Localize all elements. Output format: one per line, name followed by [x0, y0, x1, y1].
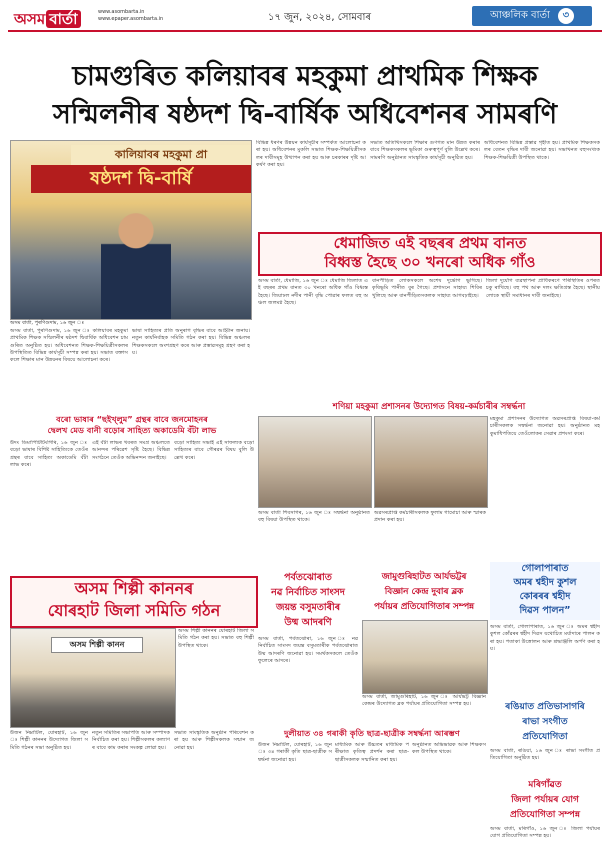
speaker-figure [101, 193, 171, 319]
parbatjhora-body: অসম বাৰ্তা, পৰ্বতঝোৰা, ১৬ জুন ঃ নৱ নিৰ্বাচিত সাংসদ জয়ন্ত বসুমতাৰীক পৰ্বতঝোৰাত উষ্ম আদৰণি জনোৱা হয়। সমৰ্থকসকলে তেওঁক ফুলেৰে আদৰে। [258, 636, 358, 664]
golaghat-headline: গোলাপাৰাত অমৰ শ্বহীদ কুশল কোৰৰৰ শ্বহীদ দিৱস পালন” [490, 562, 600, 620]
booklaunch-body-col3: বড়ো সাহিত্য সভাই এই সাফল্যক বড়ো সাহিত্যৰ বাবে গৌৰৱৰ বিষয় বুলি উল্লেখ কৰে। [174, 440, 254, 461]
sonitpur-headline: শণিয়া মহকুমা প্ৰশাসনৰ উদ্যোগত বিষয়-কৰ্মচাৰীৰ সম্বৰ্দ্ধনা [332, 402, 526, 412]
jamugurihat-photo [362, 620, 488, 694]
duliajan-body-col1: উজন নিম্নাটিল, যোৰহাট, ১৬ জুন ঃ ৩৪ গৰাকী কৃতি ছাত্ৰ-ছাত্ৰীক সম্বৰ্দ্ধনা জনোৱা হয়। [258, 742, 332, 763]
lead-body-col3: বিভিন্ন ধৰণৰ উন্নয়ন কাৰ্যসূচীৰ সম্পৰ্কত আলোচনা কৰা হয়। অধিবেশনৰ মুকলি সভাত শিক্ষক-শিক্ষয়িত্ৰীসকলৰ দাবীসমূহ উত্থাপন কৰা হয় আৰু চৰকাৰৰ দৃষ্টি আকৰ্ষণ কৰা হয়। [256, 140, 366, 168]
silpi-photo: অসম শিল্পী কানন [10, 628, 176, 728]
lead-headline: চামগুৰিত কলিয়াবৰ মহকুমা প্ৰাথমিক শিক্ষক সন্মিলনীৰ ষষ্ঠদশ দ্বি-বাৰ্ষিক অধিবেশনৰ সামৰণি [52, 61, 558, 130]
booklaunch-body-col1: উদং ডিমাপিটিটিংগিৰি, ১৬ জুন ঃ বড়ো ভাষাৰ বিশিষ্ট সাহিত্যিকে তেওঁৰ গ্ৰন্থৰ বাবে সাহিত্য অকাডেমি বঁটা লাভ কৰে। [10, 440, 88, 468]
page-number: ৩ [558, 8, 574, 24]
issue-date: ১৭ জুন, ২০২৪, সোমবাৰ [268, 12, 372, 23]
sonitpur-body-col2: অৱসৰপ্ৰাপ্ত কৰ্মচাৰীসকলক ফুলাম গামোচা আৰু স্মাৰক প্ৰদান কৰা হয়। [374, 510, 486, 524]
marigaon-headline: মৰিগাঁৱত জিলা পৰ্যায়ৰ যোগ প্ৰতিযোগিতা সম্পন্ন [510, 780, 580, 820]
duliajan-body-col2: মাধ্যমিক আৰু উচ্চতৰ মাধ্যমিক পৰীক্ষাত কৃতিত্ব প্ৰদৰ্শন কৰা ছাত্ৰ-ছাত্ৰীসকলক সন্মানিত কৰা হয়। [335, 742, 409, 763]
sonitpur-photo-2 [374, 416, 488, 508]
rabha-headline: ৰঙিয়াত প্ৰতিভাসাগৰি ৰাভা সংগীত প্ৰতিযোগিতা [505, 702, 585, 742]
marigaon-body: অসম বাৰ্তা, মৰিগাঁও, ১৬ জুন ঃ জিলা পৰ্যায়ৰ যোগ প্ৰতিযোগিতা সম্পন্ন হয়। [490, 826, 600, 840]
masthead-divider [8, 30, 602, 32]
lead-photo: কালিয়াবৰ মহকুমা প্ৰা ষষ্ঠদশ দ্বি-বাৰ্ষি [10, 140, 252, 320]
booklaunch-body-col2: এই বঁটা লাভৰ খবৰত সমগ্ৰ অঞ্চলতে আনন্দৰ পৰিৱেশ সৃষ্টি হৈছে। বিভিন্ন সংগঠনে তেওঁক অভিনন্দন জনাইছে। [92, 440, 170, 461]
website-links: www.asombarta.in www.epaper.asombarta.in [98, 9, 164, 22]
dhemaji-body-col1: অসম বাৰ্তা, ধেমাজি, ১৬ জুন ঃ ধেমাজি জিলাত এই বছৰৰ প্ৰথম বানত ৩০ খনৰো অধিক গাঁও বিধ্বস্ত হৈছে। জিয়াঢল নদীৰ পানী বৃদ্ধি পোৱাৰ ফলত বহু অঞ্চল জলমগ্ন হৈছে। [258, 278, 368, 306]
jamugurihat-body: অসম বাৰ্তা, জামুগুৰিহাট, ১৬ জুন ঃ আৰ্যভট্ট বিজ্ঞান কেন্দ্ৰৰ উদ্যোগত ব্লক পৰ্যায়ৰ প্ৰতিযোগিতা সম্পন্ন হয়। [362, 694, 486, 708]
duliajan-body-col3: অনুষ্ঠানত অভিভাৱক আৰু শিক্ষকসকল উপস্থিত থাকে। [412, 742, 486, 756]
dhemaji-body-col3: জিলা দুৰ্যোগ ব্যৱস্থাপনা প্ৰাধিকৰণে পৰিস্থিতিৰ ওপৰত চকু ৰাখিছে। বহু পথ আৰু দলং ক্ষতিগ্ৰস্ত হৈছে। স্থানীয় লোকে স্থায়ী সমাধানৰ দাবী জনাইছে। [486, 278, 600, 299]
parbatjhora-headline: পৰ্বতঝোৰাত নৱ নিৰ্বাচিত সাংসদ জয়ন্ত বসুমতাৰীৰ উষ্ম আদৰণি [271, 572, 345, 628]
lead-caption: অসম বাৰ্তা, পুৰণিগুদাম, ১৬ জুন ঃ [10, 320, 85, 326]
golaghat-body: অসম বাৰ্তা, গোলাপাৰাত, ১৬ জুন ঃ অমৰ শ্বহীদ কুশল কোঁৱৰৰ শ্বহীদ দিৱস যথোচিত মৰ্যাদাৰে পালন কৰা হয়। পতাকা উত্তোলন আৰু শ্ৰদ্ধাঞ্জলি অৰ্পণ কৰা হয়। [490, 624, 600, 652]
silpi-body-col1: উজন নিম্নাটিল, যোৰহাট, ১৬ জুন ঃ শিল্পী কাননৰ উদ্যোগত জিলা সমিতি গঠনৰ সভা অনুষ্ঠিত হয়। [10, 730, 88, 751]
section-tab: আঞ্চলিক বাৰ্তা ৩ [472, 6, 592, 26]
lead-body-col1: অসম বাৰ্তা, পুৰণিগুদাম, ১৬ জুন ঃ কলিয়াবৰ মহকুমা প্ৰাথমিক শিক্ষক সন্মিলনীৰ ষষ্ঠদশ দ্বিবাৰ্ষিক অধিবেশন চামগুৰিত অনুষ্ঠিত হয়। অধিবেশনত শিক্ষক-শিক্ষয়িত্ৰীসকলৰ উপস্থিতিত বিভিন্ন কাৰ্যসূচী সম্পন্ন কৰা হয়। সভাত বক্তাসকলে শিক্ষাৰ মান উন্নয়নৰ বিষয়ে আলোচনা কৰে। [10, 328, 128, 364]
dhemaji-body-col2: বানপীড়িত লোকসকলে অশেষ দুৰ্ভোগ ভুগিছে। কৃষিভূমি পানীত বুৰ গৈছে। প্ৰশাসনে সাহায্য শিবিৰ খুলিছে আৰু বানপীড়িতসকলক সাহায্য আগবঢ়াইছে। [372, 278, 482, 299]
silpi-body-side: অসম শিল্পী কাননৰ যোৰহাট জিলা সমিতি গঠন কৰা হয়। সভাত বহু শিল্পী উপস্থিত থাকে। [178, 628, 254, 649]
sonitpur-body-right: মহকুমা প্ৰশাসনৰ উদ্যোগত অৱসৰপ্ৰাপ্ত বিষয়া-কৰ্মচাৰীসকলক সম্বৰ্দ্ধনা জনোৱা হয়। অনুষ্ঠানত মহকুমাধিপতিয়ে তেওঁলোকৰ সেৱাৰ প্ৰশংসা কৰে। [490, 416, 600, 437]
lead-body-col5: অধিবেশনত বিভিন্ন প্ৰস্তাৱ গৃহীত হয়। প্ৰাথমিক শিক্ষকসকলৰ বেতন বৃদ্ধিৰ দাবী জনোৱা হয়। সভাখনত বহুসংখ্যক শিক্ষক-শিক্ষয়িত্ৰী উপস্থিত থাকে। [484, 140, 600, 161]
newspaper-logo: অসম বার্তা [14, 8, 81, 33]
duliajan-headline: দুলীয়াত ৩৪ গৰাকী কৃতি ছাত্ৰ-ছাত্ৰীক সম্বৰ্দ্ধনা আৰম্ভণ [284, 728, 460, 738]
silpi-body-col2: নতুন সমিতিৰ সভাপতি আৰু সম্পাদক নিৰ্বাচিত কৰা হয়। শিল্পীসকলৰ কল্যাণৰ বাবে কাম কৰাৰ সংকল্প লোৱা হয়। [92, 730, 170, 751]
rabha-body: অসম বাৰ্তা, ৰঙিয়া, ১৬ জুন ঃ ৰাভা সংগীত প্ৰতিযোগিতা অনুষ্ঠিত হয়। [490, 748, 600, 762]
silpi-headline-box: অসম শিল্পী কাননৰ যোৰহাট জিলা সমিতি গঠন [10, 576, 258, 628]
silpi-body-col3: সভাত সাংস্কৃতিক অনুষ্ঠান পৰিবেশন কৰা হয় আৰু শিল্পীসকলক সন্মান জনোৱা হয়। [174, 730, 254, 751]
lead-body-col4: সভাত অতিথিসকলে শিক্ষাৰ গুণগত মান উন্নত কৰাৰ বাবে শিক্ষকসকলৰ ভূমিকা গুৰুত্বপূৰ্ণ বুলি উল্লেখ কৰে। সামৰণি অনুষ্ঠানত সাংস্কৃতিক কাৰ্যসূচী অনুষ্ঠিত হয়। [370, 140, 480, 161]
lead-body-col2: ভাষা সাহিত্যৰ প্ৰতি অনুৰাগ বৃদ্ধিৰ বাবে আহ্বান জনায়। নতুন কাৰ্যনিৰ্বাহক সমিতি গঠন কৰা হয়। বিভিন্ন অঞ্চলৰ শিক্ষকসকলে অংশগ্ৰহণ কৰে আৰু প্ৰস্তাৱসমূহ গ্ৰহণ কৰা হয়। [132, 328, 250, 356]
booklaunch-headline: বৰো ভাষাৰ “ছইখ্লুম” গ্ৰন্থৰ বাবে জনমোহনৰ দ্বেলখ মেড বানী বড়োৰ সাহিত্য অকাডেমি বঁটা লাভ [47, 414, 217, 435]
jamugurihat-headline: জামুগুৰিহাটত আৰ্যভট্টৰ বিজ্ঞান কেন্দ্ৰ দুবাৰ ব্লক পৰ্যায়ৰ প্ৰতিযোগিতাৰ সম্পন্ন [373, 572, 475, 612]
masthead [0, 0, 610, 40]
sonitpur-body-col1: অসম বাৰ্তা শিবসাগৰ, ১৬ জুন ঃ সম্বৰ্দ্ধনা অনুষ্ঠানত বহু বিষয়া উপস্থিত থাকে। [258, 510, 370, 524]
dhemaji-headline-box: ধেমাজিত এই বছৰৰ প্ৰথম বানত বিধ্বস্ত হৈছে ৩০ খনৰো অধিক গাঁও [258, 232, 602, 276]
sonitpur-photo-1 [258, 416, 372, 508]
